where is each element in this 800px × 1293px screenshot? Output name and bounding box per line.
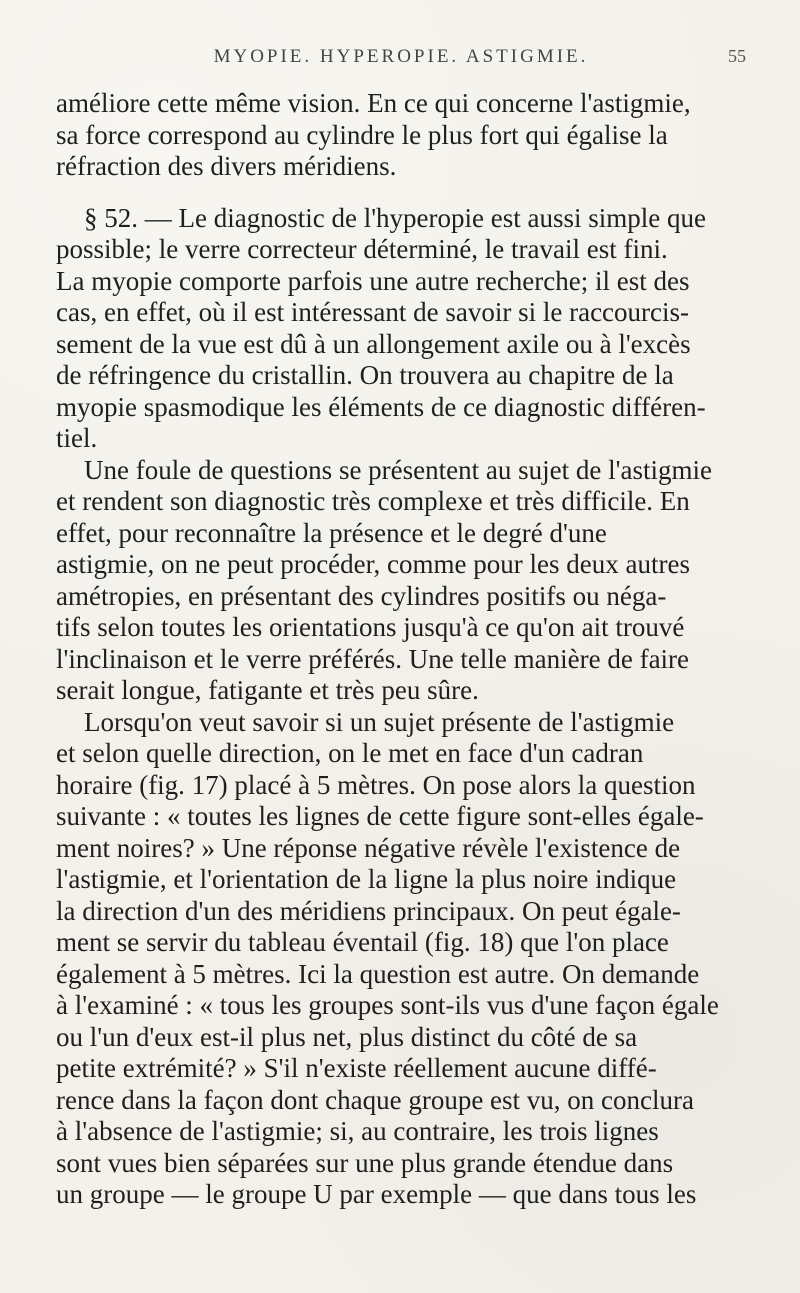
paragraph-line: à l'examiné : « tous les groupes sont-ils vus d'une façon égale bbox=[56, 990, 719, 1020]
paragraph-line: serait longue, fatigante et très peu sûre. bbox=[56, 675, 479, 705]
paragraph-line: de réfringence du cristallin. On trouvera au chapitre de la bbox=[56, 360, 674, 390]
paragraph-line: petite extrémité? » S'il n'existe réellement aucune diffé- bbox=[56, 1053, 657, 1083]
paragraph-line: myopie spasmodique les éléments de ce diagnostic différen- bbox=[56, 391, 706, 422]
running-head: MYOPIE. HYPEROPIE. ASTIGMIE. bbox=[213, 46, 589, 67]
paragraph-line: suivante : « toutes les lignes de cette figure sont-elles égale- bbox=[56, 801, 704, 831]
paragraph-line: un groupe — le groupe U par exemple — que dans tous les bbox=[56, 1179, 697, 1209]
paragraph-line: également à 5 mètres. Ici la question est autre. On demande bbox=[56, 958, 700, 989]
paragraph-line: ou l'un d'eux est-il plus net, plus distinct du côté de sa bbox=[56, 1021, 638, 1052]
paragraph-line: possible; le verre correcteur déterminé, le travail est fini. bbox=[56, 234, 668, 264]
page-number: 55 bbox=[728, 46, 746, 66]
paragraph-line: et rendent son diagnostic très complexe et très difficile. En bbox=[56, 486, 690, 516]
paragraph-line: et selon quelle direction, on le met en face d'un cadran bbox=[56, 738, 644, 768]
paragraph-line: tifs selon toutes les orientations jusqu'à ce qu'on ait trouvé bbox=[56, 612, 685, 642]
paragraph-line: § 52. — Le diagnostic de l'hyperopie est aussi simple que bbox=[84, 202, 706, 233]
paragraph-line: sa force correspond au cylindre le plus fort qui égalise la bbox=[56, 119, 668, 150]
body-text bbox=[56, 88, 746, 1211]
paragraph-line: tiel. bbox=[56, 423, 98, 453]
paragraph-line: sont vues bien séparées sur une plus grande étendue dans bbox=[56, 1147, 674, 1178]
paragraph-line: amétropies, en présentant des cylindres positifs ou néga- bbox=[56, 580, 667, 611]
paragraph-line: sement de la vue est dû à un allongement axile ou à l'excès bbox=[56, 328, 691, 359]
section-gap bbox=[56, 183, 746, 203]
paragraph-line: horaire (fig. 17) placé à 5 mètres. On pose alors la question bbox=[56, 769, 696, 800]
paragraph-line: réfraction des divers méridiens. bbox=[56, 151, 397, 181]
paragraph-line: améliore cette même vision. En ce qui concerne l'astigmie, bbox=[56, 88, 691, 118]
paragraph-line: à l'absence de l'astigmie; si, au contraire, les trois lignes bbox=[56, 1116, 659, 1146]
paragraph-line: l'inclinaison et le verre préférés. Une telle manière de faire bbox=[56, 643, 690, 674]
paragraph-line: Une foule de questions se présentent au sujet de l'astigmie bbox=[84, 454, 712, 485]
paragraph-line: la direction d'un des méridiens principaux. On peut égale- bbox=[56, 895, 681, 926]
paragraph-line: Lorsqu'on veut savoir si un sujet présente de l'astigmie bbox=[84, 706, 675, 737]
paragraph-line: cas, en effet, où il est intéressant de savoir si le raccourcis- bbox=[56, 297, 690, 327]
paragraph-line: l'astigmie, et l'orientation de la ligne la plus noire indique bbox=[56, 864, 677, 894]
paragraph-line: effet, pour reconnaître la présence et le degré d'une bbox=[56, 517, 607, 548]
paragraph-line: La myopie comporte parfois une autre recherche; il est des bbox=[56, 265, 690, 296]
paragraph-line: astigmie, on ne peut procéder, comme pour les deux autres bbox=[56, 549, 690, 579]
page-header bbox=[56, 38, 746, 72]
paragraph-line: ment noires? » Une réponse négative révèle l'existence de bbox=[56, 832, 681, 863]
paragraph-line: rence dans la façon dont chaque groupe est vu, on conclura bbox=[56, 1084, 694, 1115]
paragraph-line: ment se servir du tableau éventail (fig. 18) que l'on place bbox=[56, 927, 669, 957]
